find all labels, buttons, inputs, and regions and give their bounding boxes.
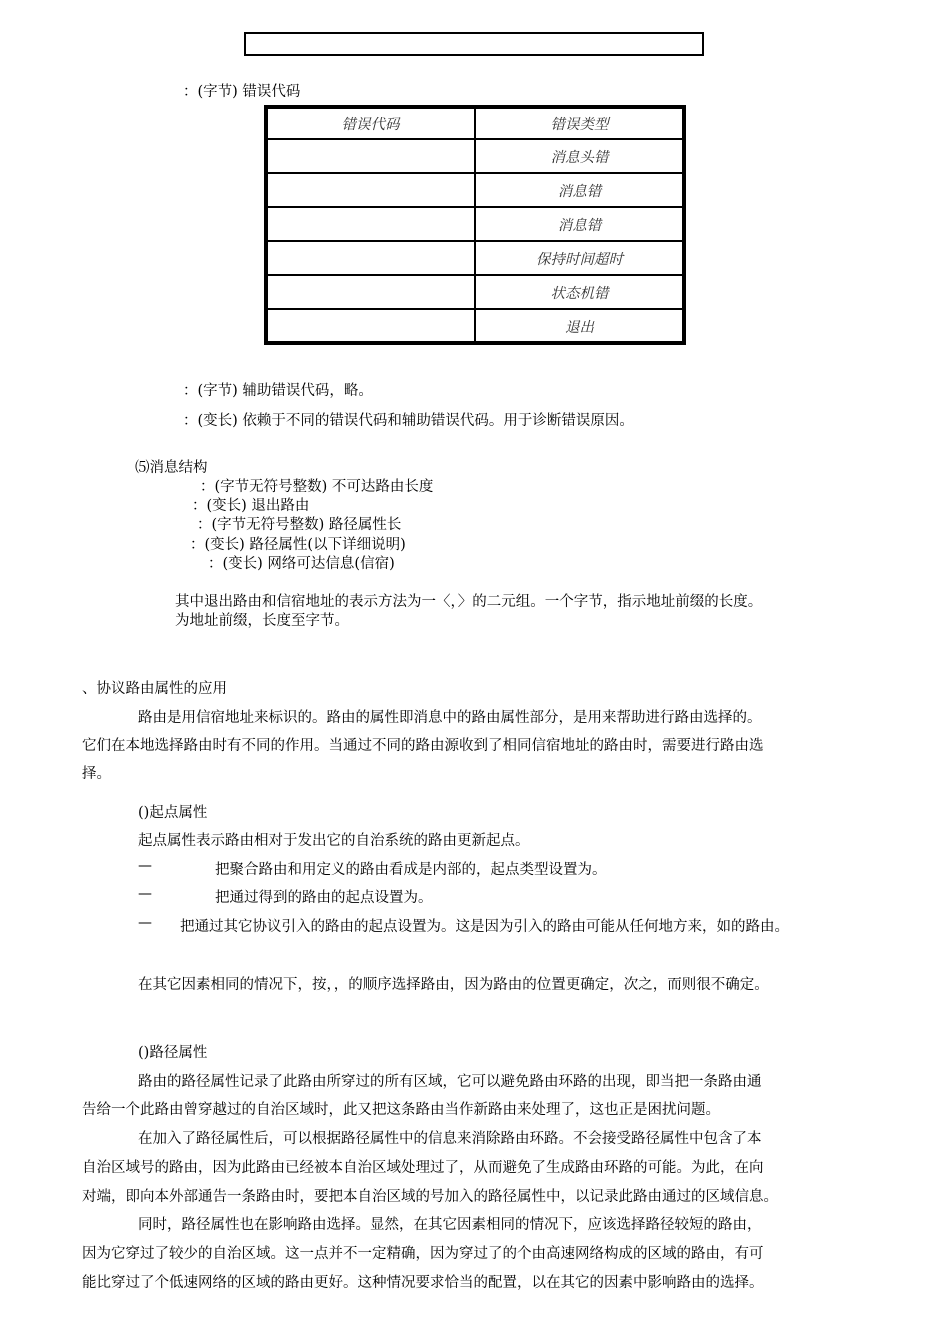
table-header-cell: 错误代码 xyxy=(266,107,475,139)
header-box xyxy=(244,32,704,56)
origin-bullet: 把聚合路由和用定义的路由看成是内部的，起点类型设置为。 xyxy=(215,862,607,878)
table-cell: 状态机错 xyxy=(475,275,684,309)
struct-line: ：(变长) 网络可达信息(信宿) xyxy=(208,556,395,572)
paragraph-line: 自治区域号的路由，因为此路由已经被本自治区域处理过了，从而避免了生成路由环路的可能。为此，在向 xyxy=(82,1160,764,1176)
paragraph-line: 因为它穿过了较少的自治区域。这一点并不一定精确，因为穿过了的个由高速网络构成的区域的路由，有可 xyxy=(82,1246,764,1262)
table-cell: 消息错 xyxy=(475,173,684,207)
table-cell: 保持时间超时 xyxy=(475,241,684,275)
paragraph-line: 择。 xyxy=(82,766,111,782)
paragraph-line: 告给一个此路由曾穿越过的自治区域时，此又把这条路由当作新路由来处理了，这也正是困扰问题。 xyxy=(82,1102,720,1118)
table-row xyxy=(266,139,684,173)
aspath-title: ()路径属性 xyxy=(138,1045,208,1061)
table-row xyxy=(266,309,684,343)
table-cell: 退出 xyxy=(475,309,684,343)
field-sub-error: ：(字节) 辅助错误代码，略。 xyxy=(183,383,373,399)
section5-note: 为地址前缀，长度至字节。 xyxy=(175,613,349,629)
table-cell xyxy=(266,173,475,207)
origin-desc: 起点属性表示路由相对于发出它的自治系统的路由更新起点。 xyxy=(138,833,530,849)
paragraph-line: 同时，路径属性也在影响路由选择。显然，在其它因素相同的情况下，应该选择路径较短的路由， xyxy=(138,1217,762,1233)
dash-bullet: — xyxy=(138,886,152,902)
table-cell xyxy=(266,207,475,241)
paragraph-line: 对端，即向本外部通告一条路由时，要把本自治区域的号加入的路径属性中，以记录此路由通过的区域信息。 xyxy=(82,1189,778,1205)
origin-bullet: 把通过得到的路由的起点设置为。 xyxy=(215,890,433,906)
paragraph-line: 在加入了路径属性后，可以根据路径属性中的信息来消除路由环路。不会接受路径属性中包含了本 xyxy=(138,1131,762,1147)
table-cell xyxy=(266,139,475,173)
paragraph-line: 它们在本地选择路由时有不同的作用。当通过不同的路由源收到了相同信宿地址的路由时，需要进行路由选 xyxy=(82,738,764,754)
origin-conclusion: 在其它因素相同的情况下，按，，的顺序选择路由，因为路由的位置更确定，次之，而则很不确定。 xyxy=(138,977,769,993)
table-header-row xyxy=(266,107,684,139)
table-row xyxy=(266,241,684,275)
origin-bullet: 把通过其它协议引入的路由的起点设置为。这是因为引入的路由可能从任何地方来，如的路由。 xyxy=(180,919,789,935)
error-code-table xyxy=(264,105,686,345)
table-cell: 消息头错 xyxy=(475,139,684,173)
paragraph-line: 路由的路径属性记录了此路由所穿过的所有区域，它可以避免路由环路的出现，即当把一条路由通 xyxy=(138,1074,762,1090)
origin-title: ()起点属性 xyxy=(138,805,208,821)
paragraph-line: 能比穿过了个低速网络的区域的路由更好。这种情况要求恰当的配置，以在其它的因素中影响路由的选择。 xyxy=(82,1275,764,1291)
table-cell xyxy=(266,275,475,309)
field-data: ：(变长) 依赖于不同的错误代码和辅助错误代码。用于诊断错误原因。 xyxy=(183,413,634,429)
field-error-code: ：(字节) 错误代码 xyxy=(183,84,301,100)
struct-line: ：(变长) 路径属性(以下详细说明) xyxy=(190,537,406,553)
table-row xyxy=(266,275,684,309)
dash-bullet: — xyxy=(138,915,152,931)
section5-note: 其中退出路由和信宿地址的表示方法为一〈，〉的二元组。一个字节，指示地址前缀的长度。 xyxy=(175,594,763,610)
struct-line: ：(变长) 退出路由 xyxy=(192,498,310,514)
section5-title: ⑸消息结构 xyxy=(135,460,208,476)
paragraph-line: 路由是用信宿地址来标识的。路由的属性即消息中的路由属性部分，是用来帮助进行路由选择的。 xyxy=(138,710,762,726)
table-cell: 消息错 xyxy=(475,207,684,241)
table-row xyxy=(266,207,684,241)
table-cell xyxy=(266,309,475,343)
table-header-cell: 错误类型 xyxy=(475,107,684,139)
table-row xyxy=(266,173,684,207)
struct-line: ：(字节无符号整数) 不可达路由长度 xyxy=(200,479,434,495)
dash-bullet: — xyxy=(138,858,152,874)
section-title: 、协议路由属性的应用 xyxy=(82,681,227,697)
struct-line: ：(字节无符号整数) 路径属性长 xyxy=(197,517,402,533)
table-cell xyxy=(266,241,475,275)
